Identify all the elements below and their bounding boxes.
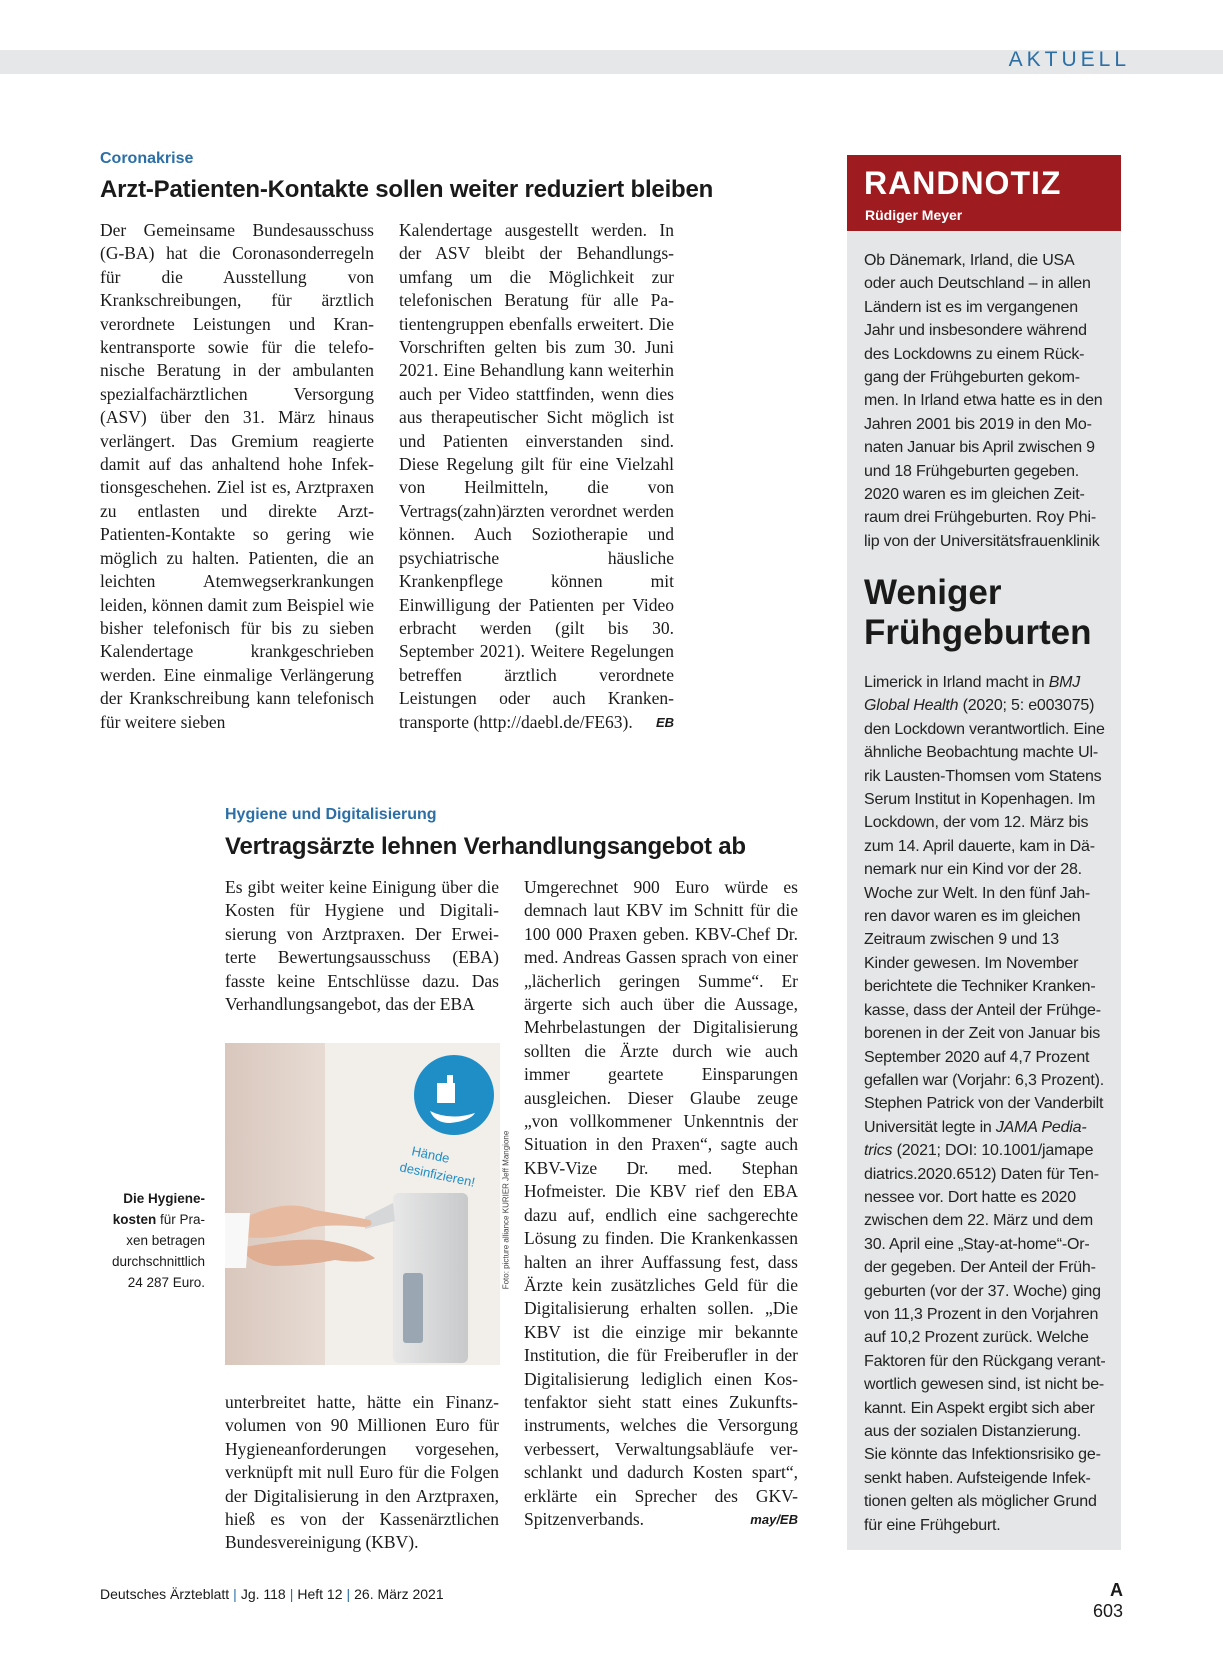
article1-signature: EB bbox=[655, 714, 674, 730]
randnotiz-sidebar bbox=[847, 155, 1121, 1550]
photo-credit bbox=[500, 1060, 512, 1360]
sidebar-body-2: (2020; 5: e003075) den Lockdown verantwortlich. Eine ähnliche Beobachtung machte Ulrik Lausten-Thomsen vom Statens Serum Institut in Kopenhagen. Im Lockdown, der vom 12. März bis zum 14. April dauerte, kam in Dänemark nur ein Kind vor der 28. Woche zur Welt. In den fünf Jahren davor waren es im gleichen Zeitraum zwischen 9 und 13 Kinder gewesen. Im November berichtete die Techniker Krankenkasse, dass der Anteil der Frühgeborenen in der Zeit von Januar bis September 2020 auf 4,7 Prozent gefallen war (Vorjahr: 6,3 Prozent). Stephen Patrick von der Vanderbilt Universität legte in bbox=[864, 697, 1105, 1136]
article2-column-2-text: Umgerechnet 900 Euro würde es demnach laut KBV im Schnitt für die 100 000 Praxen geben. KBV-Chef Dr. med. Andreas Gassen sprach von einer „lächerlich geringen Summe“. Er ärgerte sich auch über die Aussage, Mehrbelastungen der Digitalisierung sollten die Ärzte durch wie auch immer geartete Einsparungen ausgleichen. Dieser Glaube zeuge „von vollkommener Unkenntnis der Situation in den Praxen“, sagte auch KBV-Vize Dr. med. Stephan Hofmeister. Die KBV rief den EBA dazu auf, endlich eine sachgerechte Lösung zu finden. Die Krankenkassen halten an ihrer Auffassung fest, dass Ärzte kein zusätzliches Geld für die Digitalisierung erhalten sollen. „Die KBV ist die einzige mir bekannte Institution, die für Freiberufler in der Digitalisierung lediglich einen Kostenfaktor sieht statt eines Zukunftsinstruments, welches die Versorgung verbessert, Verwaltungsabläufe verschlankt und dadurch Kosten spart“, erklärte ein Sprecher des GKV-Spitzenverbands. bbox=[524, 877, 798, 1529]
article1-column-2 bbox=[399, 219, 674, 734]
article1-headline: Arzt-Patienten-Kontakte sollen weiter reduziert bleiben bbox=[100, 176, 714, 203]
page-prefix: A bbox=[1110, 1580, 1123, 1600]
article2-column-1-bottom: unterbreitet hatte, hätte ein Finanzvolumen von 90 Millionen Euro für Hygieneanforderungen vorgesehen, verknüpft mit null Euro für die Folgen der Digitalisierung in den Arztpraxen, hieß es von der Kassenärztlichen Bundesvereinigung (KBV). bbox=[225, 1392, 499, 1553]
page-number bbox=[1075, 1580, 1123, 1622]
page-footer: Deutsches Ärzteblatt | Jg. 118 | Heft 12 | 26. März 2021 bbox=[100, 1586, 444, 1602]
sidebar-big-title: Weniger Frühgeburten bbox=[864, 573, 1092, 652]
sidebar-body-1-italic: BMJ Global Health bbox=[864, 674, 1081, 715]
sidebar-body bbox=[864, 671, 1106, 1537]
footer-issue: Heft 12 bbox=[297, 1586, 343, 1602]
footer-date: 26. März 2021 bbox=[354, 1586, 444, 1602]
article2-signature: may/EB bbox=[750, 1511, 798, 1527]
article2-column-1-top: Es gibt weiter keine Einigung über die Kosten für Hygiene und Digitalisierung von Arztpraxen. Der Erweiterte Bewertungsausschuss (EBA) fasste keine Entschlüsse dazu. Das Verhandlungsangebot, das der EBA bbox=[225, 877, 499, 1015]
sidebar-author: Rüdiger Meyer bbox=[865, 207, 963, 223]
caption-bold: Die Hygienekosten bbox=[112, 1191, 205, 1227]
caption-text: für Praxen betragen durchschnittlich 24 287 Euro. bbox=[111, 1212, 205, 1290]
sidebar-body-2-italic: JAMA Pediatrics bbox=[864, 1118, 1087, 1160]
article2-column-2 bbox=[524, 876, 798, 1531]
sidebar-body-3: (2021; DOI: 10.1001/jamape diatrics.2020.6512) Daten für Tennessee vor. Dort hatte es 2020 zwischen dem 22. März und dem 30. April eine „Stay-at-home“-Order gegeben. Der Anteil der Frühgeburten (vor der 37. Woche) ging von 11,3 Prozent in den Vorjahren auf 10,2 Prozent zurück. Welche Faktoren für den Rückgang verantwortlich gewesen sind, ist nicht bekannt. Ein Aspekt ergibt sich aber aus der sozialen Distanzierung. Sie könnte das Infektionsrisiko gesenkt haben. Aufsteigende Infektionen gelten als möglicher Grund für eine Frühgeburt. bbox=[864, 1142, 1106, 1534]
photo-credit-text: Foto: picture alliance KURIER Jeff Mangione bbox=[501, 1130, 511, 1290]
section-label: AKTUELL bbox=[1008, 48, 1130, 71]
footer-journal: Deutsches Ärzteblatt bbox=[100, 1586, 230, 1602]
article1-column-2-text: Kalendertage ausgestellt werden. In der ASV bleibt der Behandlungsumfang um die Möglichkeit zur telefonischen Beratung für alle Patientengruppen ebenfalls erweitert. Die Vorschriften gelten bis zum 30. Juni 2021. Eine Behandlung kann weiterhin auch per Video stattfinden, wenn dies aus therapeutischer Sicht möglich ist und Patienten einverstanden sind. Diese Regelung gilt für eine Vielzahl von Heilmitteln, die von Vertrags(zahn)ärzten verordnet werden können. Auch Soziotherapie und psychiatrische häusliche Krankenpflege können mit Einwilligung der Patienten per Video erbracht werden (gilt bis 30. September 2021). Weitere Regelungen betreffen ärztlich verordnete Leistungen oder auch Krankentransporte (http://daebl.de/FE63). bbox=[399, 220, 674, 732]
photo-sign-line-2: desinfizieren! bbox=[398, 1159, 477, 1190]
article2-kicker: Hygiene und Digitalisierung bbox=[225, 806, 437, 823]
photo-sign-line-1: Hände bbox=[410, 1143, 451, 1166]
photo-caption bbox=[100, 1188, 205, 1293]
article2-headline: Vertragsärzte lehnen Verhandlungsangebot ab bbox=[225, 833, 746, 860]
footer-volume: Jg. 118 bbox=[240, 1586, 286, 1602]
article1-kicker: Coronakrise bbox=[100, 150, 194, 167]
sidebar-intro: Ob Dänemark, Irland, die USA oder auch Deutschland – in allen Ländern ist es im vergangenen Jahr und insbesondere während des Lockdowns zu einem Rückgang der Frühgeburten gekommen. In Irland etwa hatte es in den Jahren 2001 bis 2019 in den Monaten Januar bis April zwischen 9 und 18 Frühgeburten gegeben. 2020 waren es im gleichen Zeitraum drei Frühgeburten. Roy Philip von der Universitätsfrauenklinik bbox=[864, 252, 1103, 550]
sidebar-header bbox=[847, 155, 1121, 231]
article1-column-1: Der Gemeinsame Bundesausschuss (G-BA) hat die Coronasonderregeln für die Ausstellung von Krankschreibungen, für ärztlich verordnete Leistungen und Krankentransporte sowie für die telefonische Beratung in der ambulanten spezialfachärztlichen Versorgung (ASV) über den 31. März hinaus verlängert. Das Gremium reagierte damit auf das anhaltend hohe Infektionsgeschehen. Ziel ist es, Arztpraxen zu entlasten und direkte Arzt-Patienten-Kontakte so gering wie möglich zu halten. Patienten, die an leichten Atemwegserkrankungen leiden, können damit zum Beispiel wie bisher telefonisch für bis zu sieben Kalendertage krankgeschrieben werden. Eine einmalige Verlängerung der Krankschreibung kann telefonisch für weitere sieben bbox=[100, 220, 374, 732]
page-number-value: 603 bbox=[1092, 1601, 1123, 1621]
sidebar-label: RANDNOTIZ bbox=[864, 165, 1062, 201]
hygiene-photo bbox=[225, 1043, 500, 1365]
sidebar-body-1: Limerick in Irland macht in bbox=[864, 674, 1049, 691]
